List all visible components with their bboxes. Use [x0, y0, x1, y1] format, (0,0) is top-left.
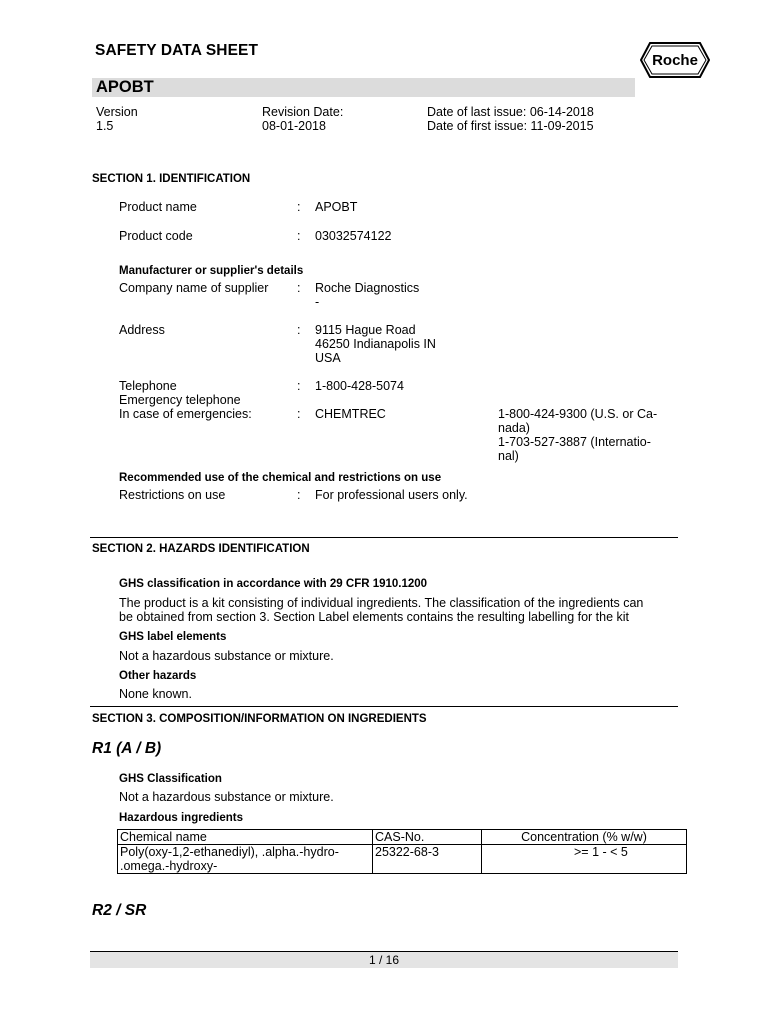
table-header: Concentration (% w/w) — [482, 830, 687, 845]
table-cell-concentration: >= 1 - < 5 — [482, 845, 687, 874]
telephone-value: 1-800-428-5074 — [315, 379, 404, 393]
colon: : — [297, 281, 301, 295]
address-line-1: 9115 Hague Road — [315, 323, 416, 337]
section-divider — [90, 706, 678, 707]
address-label: Address — [119, 323, 165, 337]
page-number: 1 / 16 — [368, 953, 400, 967]
document-title: SAFETY DATA SHEET — [95, 42, 259, 59]
section-2-heading: SECTION 2. HAZARDS IDENTIFICATION — [92, 543, 310, 555]
other-hazards-text: None known. — [119, 687, 192, 701]
company-value: Roche Diagnostics — [315, 281, 420, 295]
ghs-classification-subheading: GHS Classification — [119, 773, 222, 785]
colon: : — [297, 229, 301, 243]
colon: : — [297, 488, 301, 502]
product-banner-background — [92, 78, 635, 97]
recommended-use-heading: Recommended use of the chemical and restrictions on use — [119, 472, 442, 484]
table-header-row — [118, 830, 687, 845]
table-header: CAS-No. — [373, 830, 482, 845]
subsection-r2-heading: R2 / SR — [92, 902, 147, 919]
emergency-value: CHEMTREC — [315, 407, 386, 421]
product-code-label: Product code — [119, 229, 193, 243]
product-code-value: 03032574122 — [315, 229, 392, 243]
company-value-dash: - — [315, 295, 320, 309]
subsection-r1-heading: R1 (A / B) — [92, 740, 162, 757]
other-hazards-heading: Other hazards — [119, 670, 197, 682]
ghs-classification-text-2: be obtained from section 3. Section Label elements contains the resulting labelling for the kit — [119, 610, 630, 624]
svg-text:Roche: Roche — [652, 52, 698, 69]
ghs-classification-heading: GHS classification in accordance with 29 CFR 1910.1200 — [119, 578, 428, 590]
ghs-classification-subtext: Not a hazardous substance or mixture. — [119, 790, 334, 804]
ghs-label-heading: GHS label elements — [119, 631, 227, 643]
ingredients-table — [117, 829, 687, 874]
section-divider — [90, 537, 678, 538]
table-cell-chemical-name — [118, 845, 373, 874]
section-3-heading: SECTION 3. COMPOSITION/INFORMATION ON INGREDIENTS — [92, 713, 427, 725]
version-label: Version — [96, 105, 138, 119]
roche-logo — [640, 40, 710, 80]
chemical-name-line-1: Poly(oxy-1,2-ethanediyl), .alpha.-hydro- — [120, 845, 339, 859]
emergency-number-intl-1: 1-703-527-3887 (Internatio- — [498, 435, 651, 449]
chemical-name-line-2: .omega.-hydroxy- — [120, 859, 218, 873]
telephone-label: Telephone — [119, 379, 177, 393]
product-name-label: Product name — [119, 200, 197, 214]
revision-date-label: Revision Date: — [262, 105, 344, 119]
hazardous-ingredients-heading: Hazardous ingredients — [119, 812, 243, 824]
product-banner: APOBT — [96, 78, 154, 96]
colon: : — [297, 323, 301, 337]
version-value: 1.5 — [96, 119, 114, 133]
company-label: Company name of supplier — [119, 281, 269, 295]
colon: : — [297, 200, 301, 214]
manufacturer-heading: Manufacturer or supplier's details — [119, 265, 304, 277]
colon: : — [297, 379, 301, 393]
revision-date-value: 08-01-2018 — [262, 119, 326, 133]
section-1-heading: SECTION 1. IDENTIFICATION — [92, 173, 251, 185]
last-issue-date: Date of last issue: 06-14-2018 — [427, 105, 594, 119]
emergency-number-intl-2: nal) — [498, 449, 519, 463]
emergency-label-2: In case of emergencies: — [119, 407, 252, 421]
table-row — [118, 845, 687, 874]
ghs-label-text: Not a hazardous substance or mixture. — [119, 649, 334, 663]
address-line-3: USA — [315, 351, 341, 365]
table-header: Chemical name — [118, 830, 373, 845]
address-line-2: 46250 Indianapolis IN — [315, 337, 436, 351]
first-issue-date: Date of first issue: 11-09-2015 — [427, 119, 594, 133]
table-cell-cas: 25322-68-3 — [373, 845, 482, 874]
colon: : — [297, 407, 301, 421]
restrictions-label: Restrictions on use — [119, 488, 226, 502]
emergency-label-1: Emergency telephone — [119, 393, 241, 407]
product-name-value: APOBT — [315, 200, 358, 214]
emergency-number-us-1: 1-800-424-9300 (U.S. or Ca- — [498, 407, 658, 421]
restrictions-value: For professional users only. — [315, 488, 468, 502]
ghs-classification-text-1: The product is a kit consisting of individual ingredients. The classification of the ingredients can — [119, 596, 644, 610]
emergency-number-us-2: nada) — [498, 421, 530, 435]
